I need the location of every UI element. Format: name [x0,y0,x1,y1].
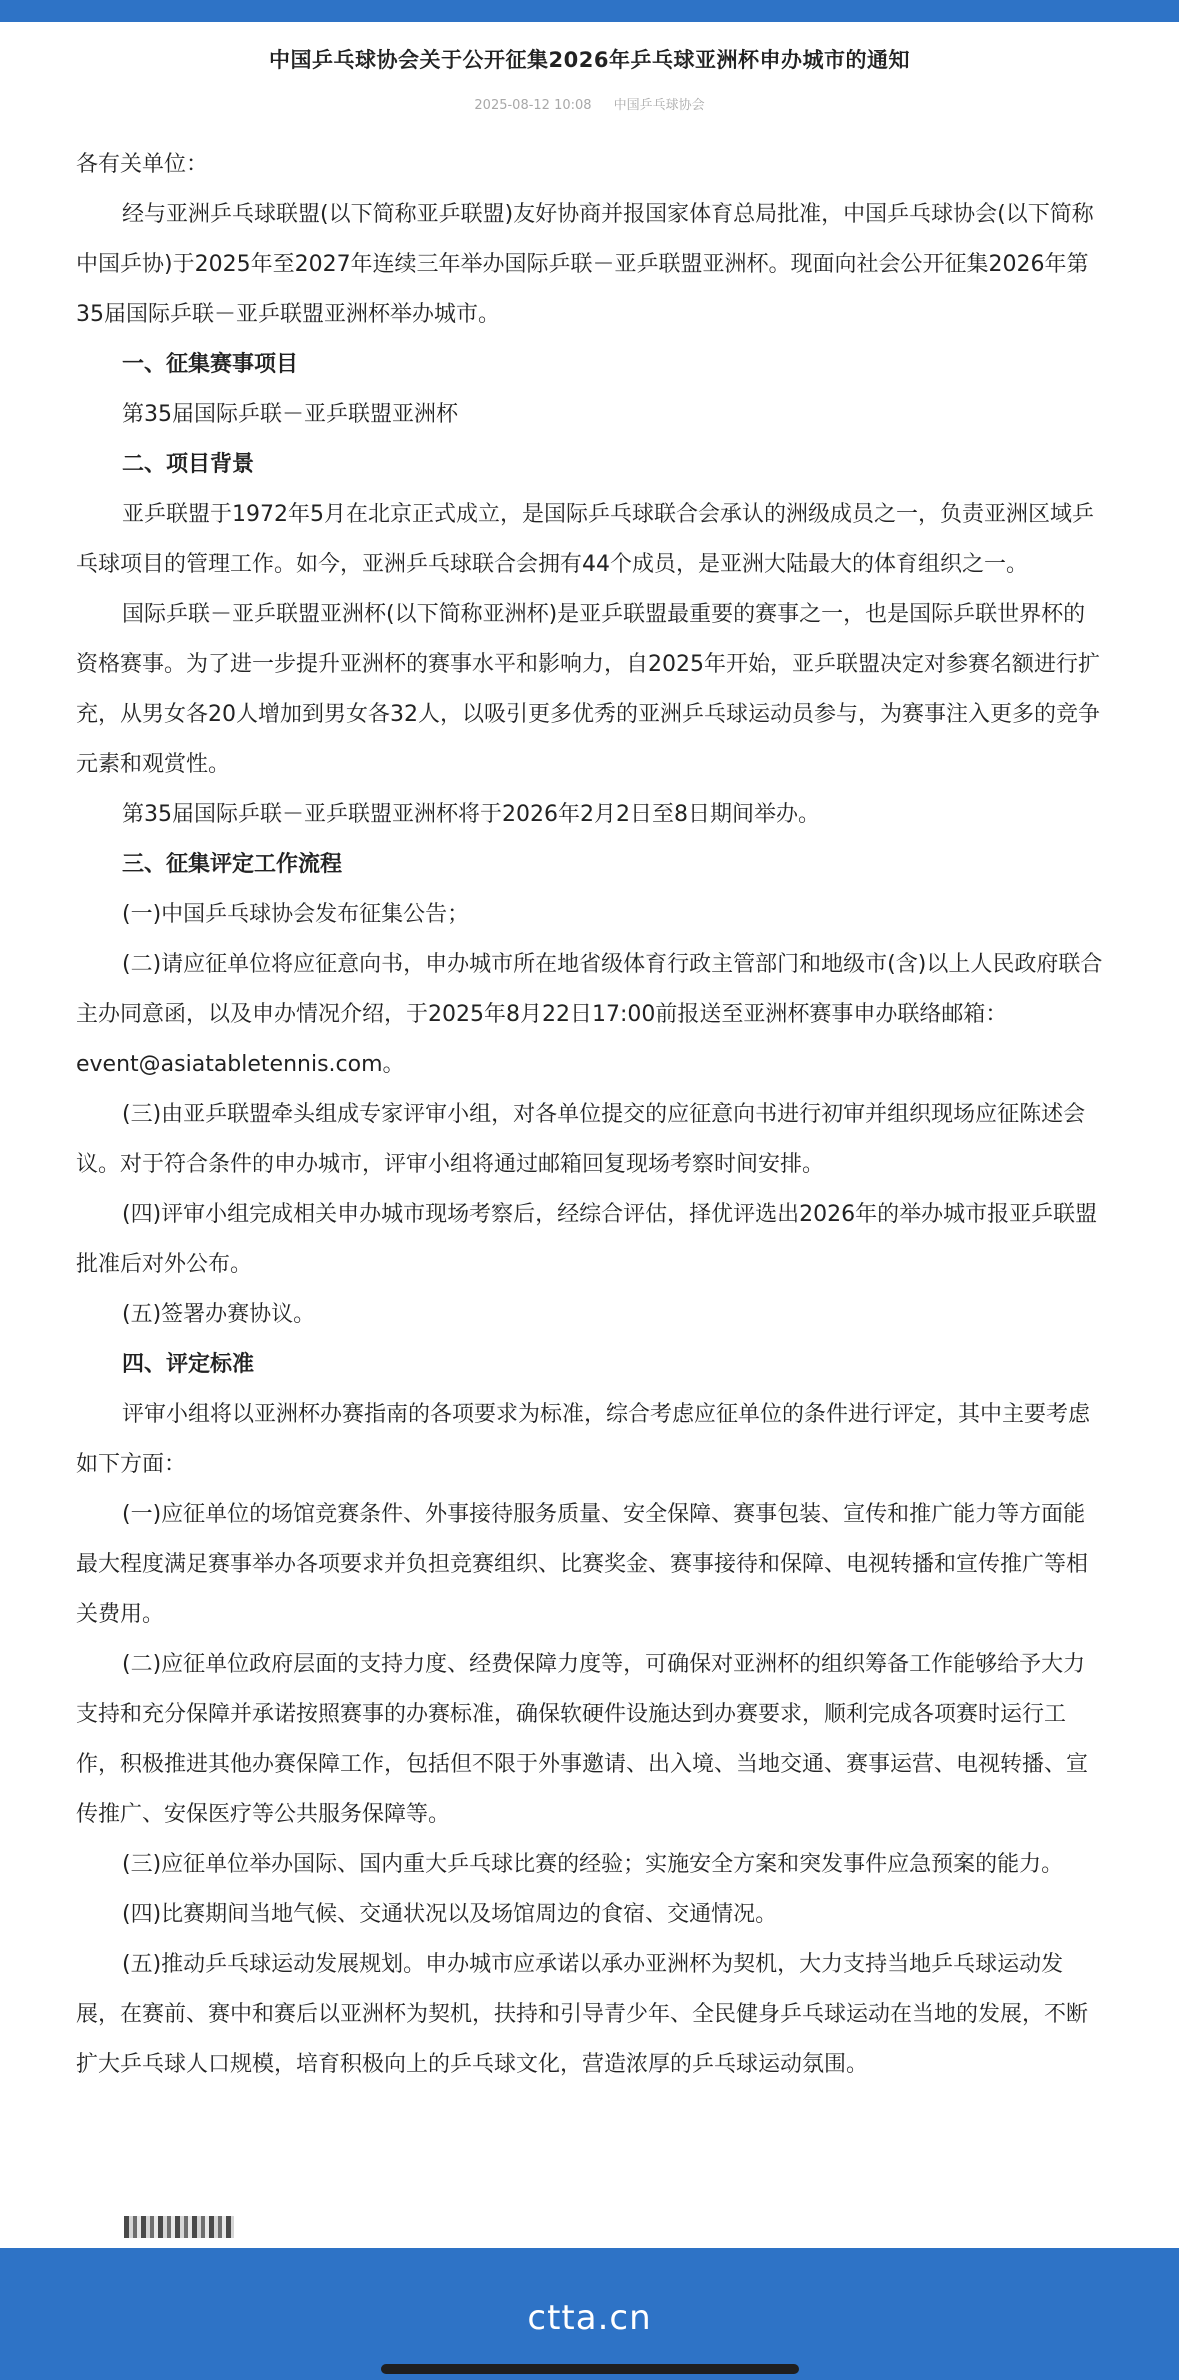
flow-item-1: (一)中国乒乓球协会发布征集公告； [122,902,470,927]
standard-item-3: (三)应征单位举办国际、国内重大乒乓球比赛的经验；实施安全方案和突发事件应急预案的能力。 [122,1852,1064,1877]
background-paragraph-3: 第35届国际乒联－亚乒联盟亚洲杯将于2026年2月2日至8日期间举办。 [122,802,820,827]
salutation: 各有关单位： [76,152,209,177]
section-heading-4: 四、评定标准 [122,1352,255,1377]
site-link[interactable]: ctta.cn [527,2298,652,2338]
section-heading-3: 三、征集评定工作流程 [122,852,343,877]
background-paragraph-1: 亚乒联盟于1972年5月在北京正式成立，是国际乒乓球联合会承认的洲级成员之一，负责亚洲区域乒乓球项目的管理工作。如今，亚洲乒乓球联合会拥有44个成员，是亚洲大陆最大的体育组织之一。 [76,502,1094,577]
article-body [76,140,1106,2090]
truncated-text-fragment [124,2216,234,2238]
footer-banner [0,2248,1179,2380]
flow-item-5: (五)签署办赛协议。 [122,1302,316,1327]
standards-intro: 评审小组将以亚洲杯办赛指南的各项要求为标准，综合考虑应征单位的条件进行评定，其中主要考虑如下方面： [76,1402,1091,1477]
flow-item-2: (二)请应征单位将应征意向书，申办城市所在地省级体育行政主管部门和地级市(含)以上人民政府联合主办同意函，以及申办情况介绍，于2025年8月22日17:00前报送至亚洲杯赛事申办联络邮箱：event@asiatabletennis.com。 [76,952,1103,1077]
standard-item-4: (四)比赛期间当地气候、交通状况以及场馆周边的食宿、交通情况。 [122,1902,778,1927]
standard-item-2: (二)应征单位政府层面的支持力度、经费保障力度等，可确保对亚洲杯的组织筹备工作能够给予大力支持和充分保障并承诺按照赛事的办赛标准，确保软硬件设施达到办赛要求，顺利完成各项赛时运行工作，积极推进其他办赛保障工作，包括但不限于外事邀请、出入境、当地交通、赛事运营、电视转播、宣传推广、安保医疗等公共服务保障等。 [76,1652,1089,1827]
article-meta [0,94,1179,113]
intro-paragraph: 经与亚洲乒乓球联盟(以下简称亚乒联盟)友好协商并报国家体育总局批准，中国乒乓球协会(以下简称中国乒协)于2025年至2027年连续三年举办国际乒联－亚乒联盟亚洲杯。现面向社会公开征集2026年第35届国际乒联－亚乒联盟亚洲杯举办城市。 [76,202,1094,327]
background-paragraph-2: 国际乒联－亚乒联盟亚洲杯(以下简称亚洲杯)是亚乒联盟最重要的赛事之一，也是国际乒联世界杯的资格赛事。为了进一步提升亚洲杯的赛事水平和影响力，自2025年开始，亚乒联盟决定对参赛名额进行扩充，从男女各20人增加到男女各32人，以吸引更多优秀的亚洲乒乓球运动员参与，为赛事注入更多的竞争元素和观赏性。 [76,602,1100,777]
section-heading-1: 一、征集赛事项目 [122,352,299,377]
flow-item-4: (四)评审小组完成相关申办城市现场考察后，经综合评估，择优评选出2026年的举办城市报亚乒联盟批准后对外公布。 [76,1202,1098,1277]
top-accent-bar [0,0,1179,22]
flow-item-3: (三)由亚乒联盟牵头组成专家评审小组，对各单位提交的应征意向书进行初审并组织现场应征陈述会议。对于符合条件的申办城市，评审小组将通过邮箱回复现场考察时间安排。 [76,1102,1086,1177]
publish-date: 2025-08-12 10:08 [474,98,592,113]
standard-item-5: (五)推动乒乓球运动发展规划。申办城市应承诺以承办亚洲杯为契机，大力支持当地乒乓球运动发展，在赛前、赛中和赛后以亚洲杯为契机，扶持和引导青少年、全民健身乒乓球运动在当地的发展，不断扩大乒乓球人口规模，培育积极向上的乒乓球文化，营造浓厚的乒乓球运动氛围。 [76,1952,1089,2077]
article-title: 中国乒乓球协会关于公开征集2026年乒乓球亚洲杯申办城市的通知 [269,48,910,72]
publisher-source: 中国乒乓球协会 [613,98,705,113]
event-paragraph: 第35届国际乒联－亚乒联盟亚洲杯 [122,402,458,427]
home-indicator-bar[interactable] [381,2364,799,2374]
section-heading-2: 二、项目背景 [122,452,255,477]
standard-item-1: (一)应征单位的场馆竞赛条件、外事接待服务质量、安全保障、赛事包装、宣传和推广能力等方面能最大程度满足赛事举办各项要求并负担竞赛组织、比赛奖金、赛事接待和保障、电视转播和宣传推广等相关费用。 [76,1502,1089,1627]
